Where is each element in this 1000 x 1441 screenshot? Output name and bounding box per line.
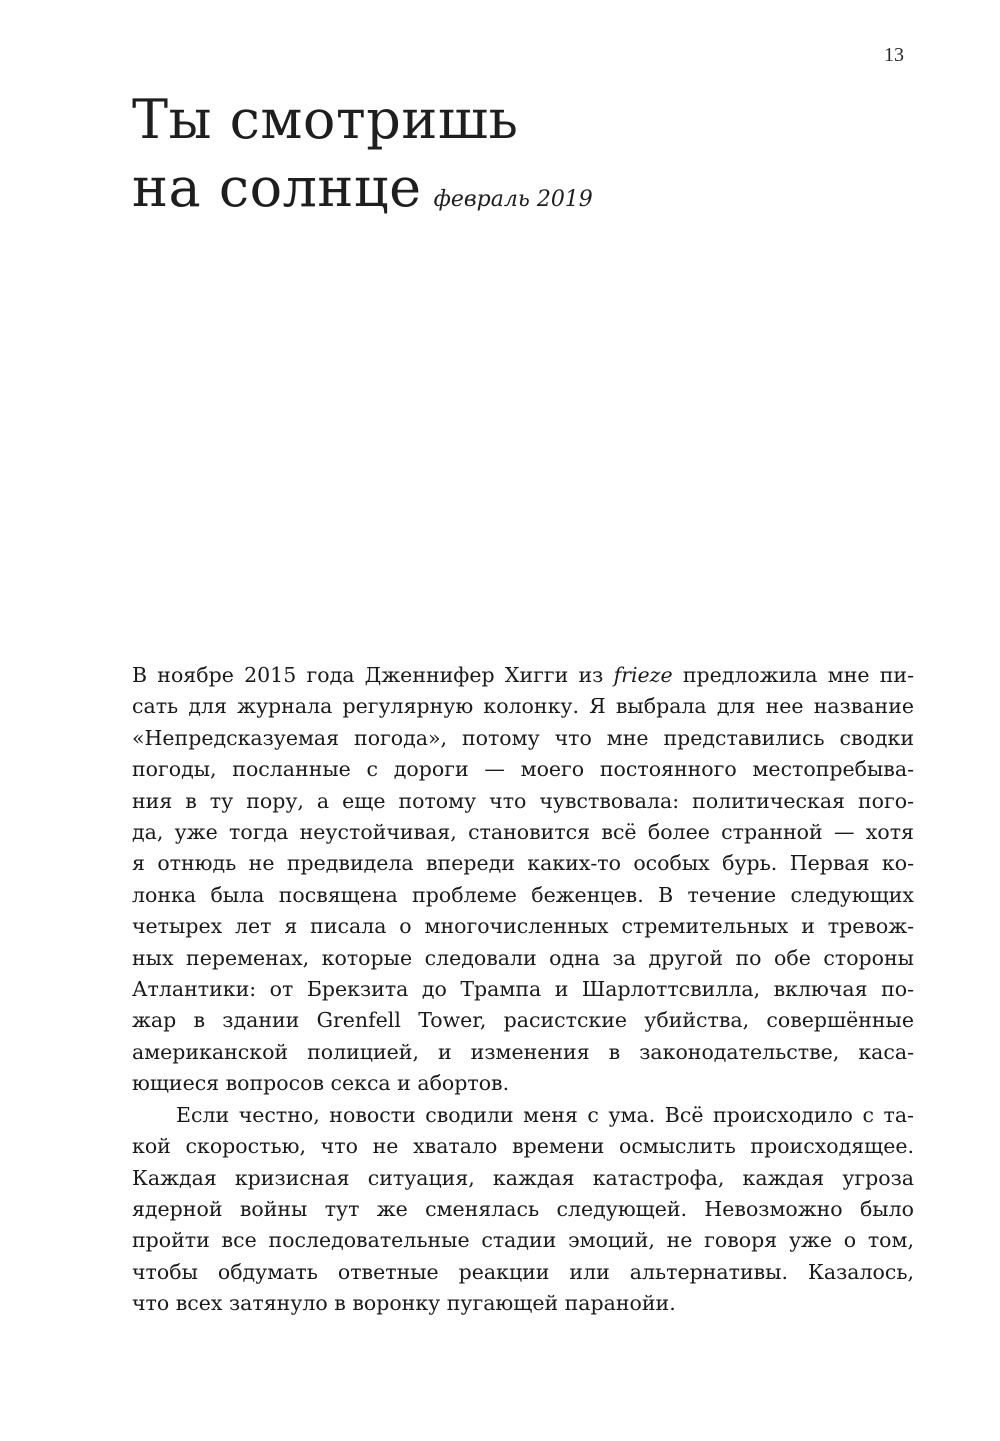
paragraph-line: жар в здании Grenfell Tower, расистские убийства, совершённые [132, 1008, 914, 1033]
chapter-title-line-1: Ты смотришь [132, 88, 519, 151]
paragraph-line: Атлантики: от Брекзита до Трампа и Шарлоттсвилла, включая по- [132, 977, 914, 1002]
paragraph-line: пройти все последовательные стадии эмоций, не говоря уже о том, [132, 1228, 914, 1253]
paragraph-1 [132, 660, 914, 1100]
paragraph-line: погоды, посланные с дороги — моего постоянного местопребыва- [132, 757, 914, 782]
chapter-title-line-2-wrap [132, 154, 593, 234]
magazine-name: frieze [613, 663, 673, 687]
paragraph-line: ядерной войны тут же сменялась следующей. Невозможно было [132, 1196, 914, 1221]
page-number: 13 [884, 44, 904, 66]
paragraph-line: что всех затянуло в воронку пугающей паранойи. [132, 1291, 676, 1316]
paragraph-line: я отнюдь не предвидела впереди каких-то особых бурь. Первая ко- [132, 851, 914, 876]
paragraph-line: Если честно, новости сводили меня с ума. Всё происходило с та- [176, 1102, 914, 1127]
paragraph-line: американской полицией, и изменения в законодательстве, каса- [132, 1039, 914, 1064]
paragraph-line: кой скоростью, что не хватало времени осмыслить происходящее. [132, 1134, 914, 1159]
paragraph-line: ния в ту пору, а еще потому что чувствовала: политическая пого- [132, 788, 914, 813]
paragraph-line: лонка была посвящена проблеме беженцев. В течение следующих [132, 882, 914, 907]
paragraph-1-line-1-pre: В ноябре 2015 года Дженнифер Хигги из [132, 663, 614, 687]
paragraph-line: чтобы обдумать ответные реакции или альтернативы. Казалось, [132, 1259, 914, 1284]
paragraph-line: сать для журнала регулярную колонку. Я выбрала для нее название [132, 694, 914, 719]
chapter-date: февраль 2019 [433, 187, 593, 212]
chapter-title [132, 86, 593, 234]
body-text [132, 660, 914, 1320]
paragraph-1-line-1 [132, 660, 914, 691]
paragraph-line: четырех лет я писала о многочисленных стремительных и тревож- [132, 914, 914, 939]
paragraph-line: Каждая кризисная ситуация, каждая катастрофа, каждая угроза [132, 1165, 914, 1190]
paragraph-line: да, уже тогда неустойчивая, становится всё более странной — хотя [132, 820, 914, 845]
paragraph-line: ющиеся вопросов секса и абортов. [132, 1071, 510, 1096]
chapter-title-line-2: на солнце [132, 156, 422, 219]
paragraph-2 [132, 1100, 914, 1320]
paragraph-line: «Непредсказуемая погода», потому что мне представились сводки [132, 725, 914, 750]
paragraph-line: ных переменах, которые следовали одна за другой по обе стороны [132, 945, 914, 970]
paragraph-1-line-1-post: предложила мне пи- [672, 663, 914, 687]
